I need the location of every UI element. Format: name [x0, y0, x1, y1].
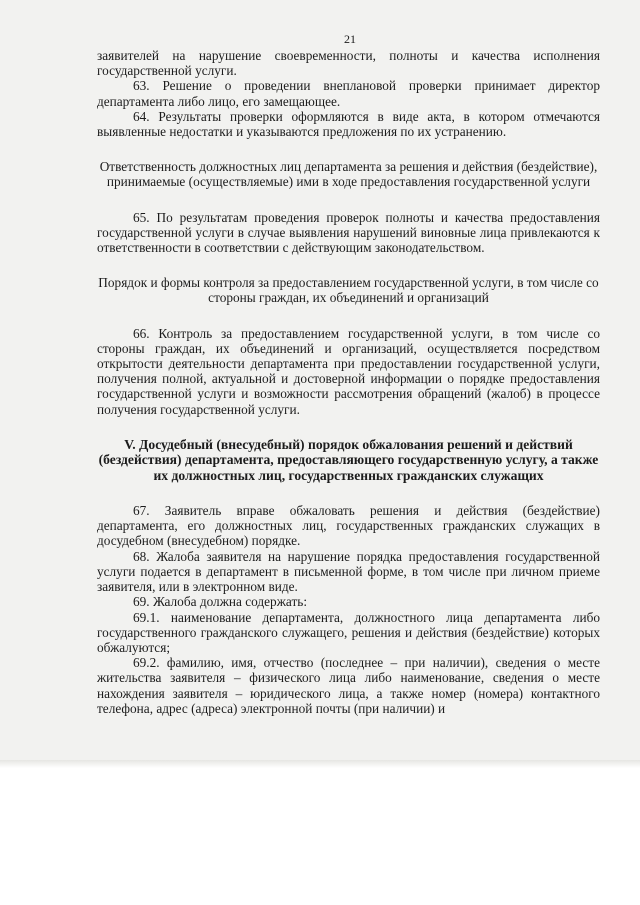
chapter-heading-v: V. Досудебный (внесудебный) порядок обжалования решений и действий (бездействия) департамента, предоставляющего государственную услугу, а также их должностных лиц, государственных гражданских служащих: [98, 436, 599, 483]
document-body: [97, 48, 600, 716]
paragraph-69-1: 69.1. наименование департамента, должностного лица департамента либо государственного гражданского служащего, решения и действия (бездействие) которых обжалуются;: [97, 609, 600, 655]
paragraph-66: 66. Контроль за предоставлением государственной услуги, в том числе со стороны граждан, их объединений и организаций, осуществляется посредством открытости деятельности департамента при предоставлении государственной услуги, получения полной, актуальной и достоверной информации о порядке предоставления государственной услуги и возможности рассмотрения обращений (жалоб) в процессе получения государственной услуги.: [97, 325, 600, 417]
section-heading-control: Порядок и формы контроля за предоставлением государственной услуги, в том числе со стороны граждан, их объединений и организаций: [98, 275, 599, 306]
scan-edge: [0, 760, 640, 768]
paragraph-67: 67. Заявитель вправе обжаловать решения и действия (бездействие) департамента, его должностных лиц, государственных гражданских служащих в досудебном (внесудебном) порядке.: [97, 503, 600, 549]
paragraph-continuation: заявителей на нарушение своевременности, полноты и качества исполнения государственной услуги.: [97, 48, 600, 79]
page-number: 21: [344, 32, 356, 46]
paragraph-69: 69. Жалоба должна содержать:: [133, 594, 308, 610]
paragraph-68: 68. Жалоба заявителя на нарушение порядка предоставления государственной услуги подается в департамент в письменной форме, в том числе при личном приеме заявителя, или в электронном виде.: [97, 548, 600, 595]
paragraph-69-2: 69.2. фамилию, имя, отчество (последнее – при наличии), сведения о месте жительства заявителя – физического лица либо наименование, сведения о месте нахождения заявителя – юридического лица, а также номер (номера) контактного телефона, адрес (адреса) электронной почты (при наличии) и: [97, 655, 600, 716]
paragraph-63: 63. Решение о проведении внеплановой проверки принимает директор департамента либо лицо, его замещающее.: [97, 78, 600, 109]
paragraph-65: 65. По результатам проведения проверок полноты и качества предоставления государственной услуги в случае выявления нарушений виновные лица привлекаются к ответственности в соответствии с действующим законодательством.: [97, 209, 600, 256]
section-heading-responsibility: Ответственность должностных лиц департамента за решения и действия (бездействие), принимаемые (осуществляемые) ими в ходе предоставления государственной услуги: [99, 159, 598, 190]
paragraph-64: 64. Результаты проверки оформляются в виде акта, в котором отмечаются выявленные недостатки и указываются предложения по их устранению.: [97, 108, 600, 140]
